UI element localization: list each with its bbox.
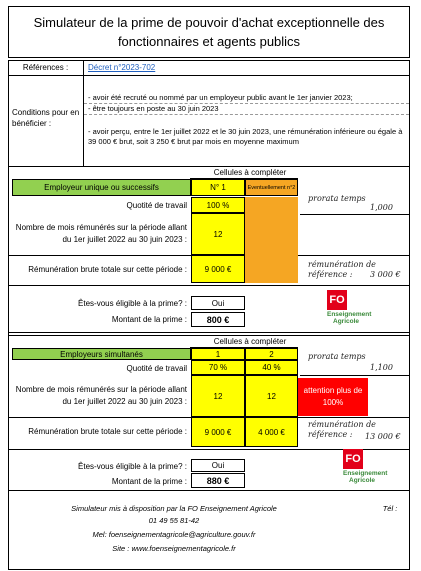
divider — [300, 214, 409, 215]
fo-logo — [343, 449, 403, 485]
remun2-input-1[interactable]: 9 000 € — [191, 417, 245, 447]
logo-line-2: Agricole — [349, 477, 376, 484]
note-prorata-value-2: 1,100 — [370, 363, 393, 372]
divider — [84, 114, 409, 115]
right-border — [409, 60, 410, 570]
divider — [8, 332, 410, 333]
quotite-input-1[interactable]: 100 % — [191, 197, 245, 213]
quotite2-input-1[interactable]: 70 % — [191, 360, 245, 375]
fo-logo — [327, 290, 387, 326]
months-label-1: Nombre de mois rémunérés sur la période allant du 1er juillet 2022 au 30 juin 2023 : — [15, 223, 187, 244]
note-ref-2: rémunération de référence : — [308, 420, 376, 439]
condition-2: - être toujours en poste au 30 juin 2023 — [88, 104, 219, 113]
eligible-value-1: Oui — [191, 296, 245, 310]
logo-line-1: Enseignement — [327, 311, 372, 318]
col2-header-1: 1 — [191, 348, 245, 360]
logo-line-2: Agricole — [333, 318, 360, 325]
left-border — [8, 60, 9, 570]
decree-link[interactable]: Décret n°2023-702 — [88, 63, 156, 72]
note-prorata-value-1: 1,000 — [370, 203, 393, 212]
quotite-label-2: Quotité de travail — [126, 363, 187, 373]
fo-logo-mark: FO — [343, 449, 363, 469]
divider — [300, 375, 409, 376]
remun-label-2: Rémunération brute totale sur cette période : — [28, 427, 187, 436]
divider — [8, 285, 410, 286]
quotite2-input-2[interactable]: 40 % — [245, 360, 298, 375]
cells-header-2: Cellules à compléter — [213, 337, 287, 346]
col-header-1: N° 1 — [191, 179, 245, 196]
warning-badge: attention plus de 100% — [298, 378, 368, 416]
footer-phone: 01 49 55 81-42 — [148, 515, 200, 525]
months-label-2: Nombre de mois rémunérés sur la période allant du 1er juillet 2022 au 30 juin 2023 : — [15, 385, 187, 406]
months2-input-2[interactable]: 12 — [245, 375, 298, 417]
quotite-input-2[interactable] — [245, 197, 298, 213]
quotite-label-1: Quotité de travail — [126, 201, 187, 210]
remun-label-1: Rémunération brute totale sur cette période : — [28, 265, 187, 274]
fo-logo-mark: FO — [327, 290, 347, 310]
footer-credit: Simulateur mis à disposition par la FO Enseignement Agricole — [71, 503, 277, 513]
divider — [8, 490, 410, 491]
note-prorata-1: prorata temps — [308, 194, 366, 203]
months-input-2[interactable] — [245, 213, 298, 255]
footer-mel[interactable]: Mel: foenseignementagricole@agriculture.gouv.fr — [92, 529, 256, 539]
eligible-label-2: Êtes-vous éligible à la prime? : — [78, 461, 187, 471]
montant-label-2: Montant de la prime : — [111, 476, 187, 486]
note-ref-value-1: 3 000 € — [370, 270, 401, 279]
remun2-input-2[interactable]: 4 000 € — [245, 417, 298, 447]
employer-label-1: Employeur unique ou successifs — [12, 179, 191, 196]
note-prorata-2: prorata temps — [308, 352, 366, 361]
eligible-label-1: Êtes-vous éligible à la prime? : — [78, 298, 187, 308]
montant-label-1: Montant de la prime : — [111, 314, 187, 324]
page-title — [8, 6, 410, 58]
montant-value-1: 800 € — [191, 312, 245, 327]
months2-input-1[interactable]: 12 — [191, 375, 245, 417]
remun-input-1[interactable]: 9 000 € — [191, 255, 245, 283]
note-ref-1: rémunération de référence : — [308, 260, 376, 279]
conditions-label: Conditions pour en bénéficier : — [12, 108, 80, 128]
col2-header-2: 2 — [245, 348, 298, 360]
note-ref-value-2: 13 000 € — [365, 432, 401, 441]
references-label: Références : — [22, 63, 69, 72]
condition-3: - avoir perçu, entre le 1er juillet 2022 et le 30 juin 2023, une rémunération inférieure ou égale à 39 000 € brut, soit 3 250 € brut par mois en moyenne maximum — [88, 127, 403, 146]
eligible-value-2: Oui — [191, 459, 245, 472]
remun-input-2[interactable] — [245, 255, 298, 283]
condition-1: - avoir été recruté ou nommé par un employeur public avant le 1er janvier 2023; — [88, 93, 353, 102]
montant-value-2: 880 € — [191, 473, 245, 488]
employer-label-2: Employeurs simultanés — [12, 348, 191, 360]
cells-header-1: Cellules à compléter — [213, 168, 287, 177]
footer-tel-label: Tél : — [382, 503, 398, 513]
footer-site[interactable]: Site : www.foenseignementagricole.fr — [112, 543, 236, 553]
col-header-2: Eventuellement n°2 — [245, 179, 298, 196]
divider — [8, 569, 410, 570]
title-text: Simulateur de la prime de pouvoir d'achat exceptionnelle des fonctionnaires et agents publics — [33, 15, 385, 49]
logo-line-1: Enseignement — [343, 470, 388, 477]
divider — [8, 75, 410, 76]
months-input-1[interactable]: 12 — [191, 213, 245, 255]
